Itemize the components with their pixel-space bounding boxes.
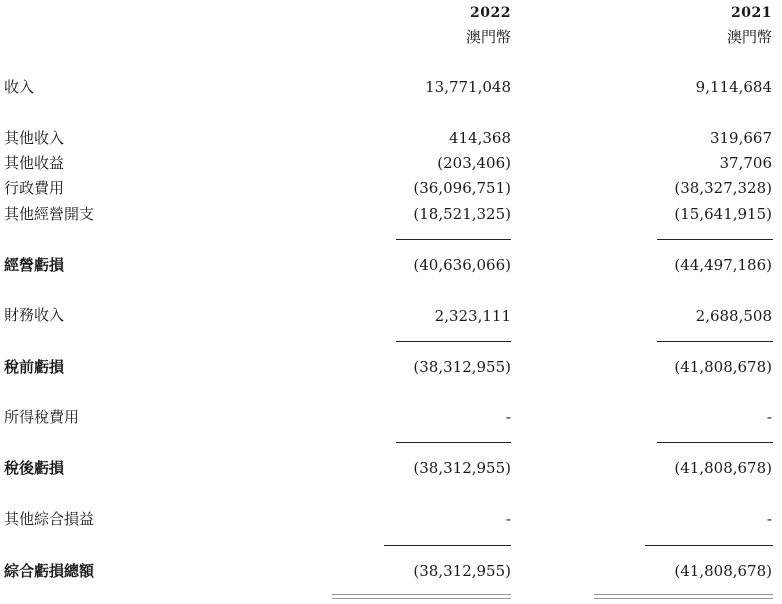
subtotal-rule-2021	[657, 442, 773, 443]
value-loss-after-tax-2021: (41,808,678)	[674, 459, 772, 477]
total-double-rule-2022	[332, 594, 511, 599]
row-label-total-comprehensive-loss: 綜合虧損總額	[4, 562, 95, 580]
value-income-tax-2021: -	[766, 408, 772, 426]
value-admin-expenses-2022: (36,096,751)	[413, 179, 511, 197]
value-other-gains-2021: 37,706	[719, 154, 772, 172]
value-loss-after-tax-2022: (38,312,955)	[413, 459, 511, 477]
row-label-loss-before-tax: 稅前虧損	[4, 358, 65, 376]
row-label-loss-after-tax: 稅後虧損	[4, 459, 65, 477]
subtotal-rule-2022	[384, 545, 511, 546]
row-label-finance-income: 財務收入	[4, 306, 65, 324]
value-admin-expenses-2021: (38,327,328)	[674, 179, 772, 197]
value-operating-loss-2021: (44,497,186)	[674, 256, 772, 274]
subtotal-rule-2022	[396, 239, 511, 240]
value-income-tax-2022: -	[505, 408, 511, 426]
subtotal-rule-2022	[396, 442, 511, 443]
value-total-comprehensive-loss-2022: (38,312,955)	[413, 562, 511, 580]
row-label-other-operating-expenses: 其他經營開支	[4, 205, 95, 223]
row-label-admin-expenses: 行政費用	[4, 179, 65, 197]
row-label-operating-loss: 經營虧損	[4, 256, 65, 274]
currency-label-2021: 澳門幣	[726, 28, 772, 46]
value-other-income-2022: 414,368	[448, 129, 511, 147]
column-header-2022: 2022	[470, 5, 511, 21]
value-revenue-2022: 13,771,048	[425, 78, 511, 96]
subtotal-rule-2021	[645, 545, 773, 546]
value-total-comprehensive-loss-2021: (41,808,678)	[674, 562, 772, 580]
value-finance-income-2021: 2,688,508	[695, 307, 772, 325]
subtotal-rule-2021	[657, 341, 773, 342]
value-other-operating-expenses-2021: (15,641,915)	[674, 205, 772, 223]
row-label-other-gains: 其他收益	[4, 154, 65, 172]
value-other-comprehensive-2021: -	[766, 510, 772, 528]
total-double-rule-2021	[594, 594, 773, 599]
value-loss-before-tax-2022: (38,312,955)	[413, 358, 511, 376]
value-other-operating-expenses-2022: (18,521,325)	[413, 205, 511, 223]
value-other-income-2021: 319,667	[709, 129, 772, 147]
subtotal-rule-2021	[657, 239, 773, 240]
value-revenue-2021: 9,114,684	[695, 78, 772, 96]
subtotal-rule-2022	[396, 341, 511, 342]
column-header-2021: 2021	[731, 5, 772, 21]
currency-label-2022: 澳門幣	[465, 28, 511, 46]
row-label-revenue: 收入	[4, 78, 35, 96]
value-other-comprehensive-2022: -	[505, 510, 511, 528]
value-other-gains-2022: (203,406)	[437, 154, 511, 172]
row-label-other-income: 其他收入	[4, 129, 65, 147]
value-loss-before-tax-2021: (41,808,678)	[674, 358, 772, 376]
row-label-other-comprehensive: 其他綜合損益	[4, 510, 95, 528]
value-finance-income-2022: 2,323,111	[434, 307, 511, 325]
row-label-income-tax: 所得稅費用	[4, 408, 80, 426]
value-operating-loss-2022: (40,636,066)	[413, 256, 511, 274]
